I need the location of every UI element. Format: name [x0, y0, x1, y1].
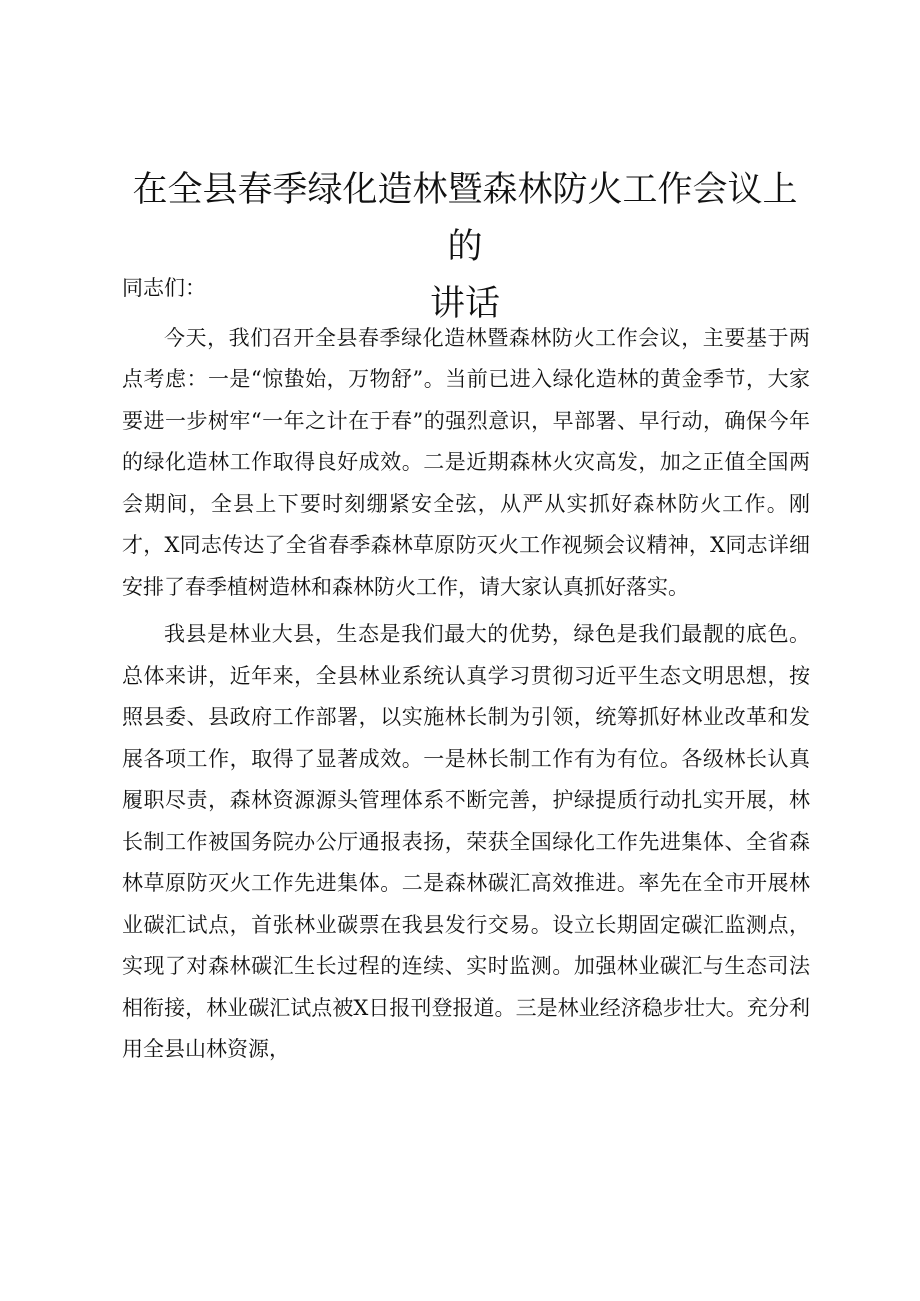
paragraph: 我县是林业大县，生态是我们最大的优势，绿色是我们最靓的底色。总体来讲，近年来，全县林业系统认真学习贯彻习近平生态文明思想，按照县委、县政府工作部署，以实施林长制为引领，统筹抓好林业改革和发展各项工作，取得了显著成效。一是林长制工作有为有位。各级林长认真履职尽责，森林资源源头管理体系不断完善，护绿提质行动扎实开展，林长制工作被国务院办公厅通报表扬，荣获全国绿化工作先进集体、全省森林草原防灭火工作先进集体。二是森林碳汇高效推进。率先在全市开展林业碳汇试点，首张林业碳票在我县发行交易。设立长期固定碳汇监测点，实现了对森林碳汇生长过程的连续、实时监测。加强林业碳汇与生态司法相衔接，林业碳汇试点被X日报刊登报道。三是林业经济稳步壮大。充分利用全县山林资源，: [122, 622, 810, 1061]
paragraph: 今天，我们召开全县春季绿化造林暨森林防火工作会议，主要基于两点考虑：一是“惊蛰始，万物舒”。当前已进入绿化造林的黄金季节，大家要进一步树牢“一年之计在于春”的强烈意识，早部署、早行动，确保今年的绿化造林工作取得良好成效。二是近期森林火灾高发，加之正值全国两会期间，全县上下要时刻绷紧安全弦，从严从实抓好森林防火工作。刚才，X同志传达了全省春季森林草原防灭火工作视频会议精神，X同志详细安排了春季植树造林和森林防火工作，请大家认真抓好落实。: [122, 325, 810, 599]
title-line-1: 在全县春季绿化造林暨森林防火工作会议上的: [132, 170, 798, 267]
title-line-2: 讲话: [429, 284, 500, 324]
document-body: [122, 268, 810, 1077]
salutation: 同志们：: [122, 276, 206, 300]
